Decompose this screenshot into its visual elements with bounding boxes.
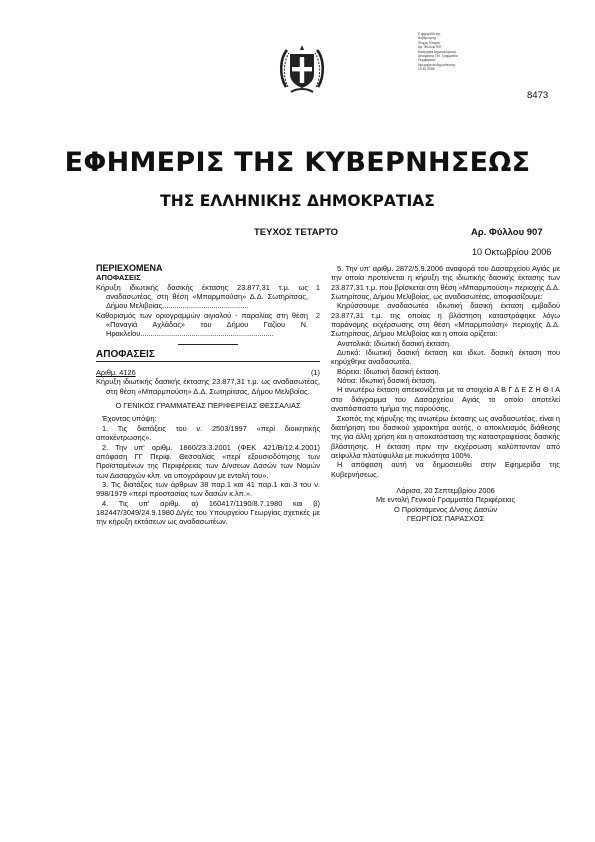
decision-authority: Ο ΓΕΝΙΚΟΣ ΓΡΑΜΜΑΤΕΑΣ ΠΕΡΙΦΕΡΕΙΑΣ ΘΕΣΣΑΛΙΑΣ xyxy=(115,401,301,411)
gazette-title: ΕΦΗΜΕΡΙΣ ΤΗΣ ΚΥΒΕΡΝΗΣΕΩΣ xyxy=(64,147,531,178)
paragraph: Η ανωτέρω έκταση απεικονίζεται με τα στοιχεία Α Β Γ Δ Ε Ζ Η Θ Ι Α στο διάγραμμα του Δασαρχείου Αγιάς το οποίο αποτελεί αναπόσπαστο τμήμα της παρούσης. xyxy=(331,385,560,414)
page-number: 8473 xyxy=(527,90,549,101)
sheet-number: Αρ. Φύλλου 907 xyxy=(471,227,543,238)
paragraph: 4. Τις υπ' αριθμ. α) 160417/1190/8.7.1980 και β) 182447/3049/24.9.1980 Δ/γές του Υπουργείου Γεωργίας σχετικές με την κήρυξη εκτάσεων ως αναδασωτέων. xyxy=(96,498,320,527)
boundary-east: Ανατολικά: Ιδιωτική δασική έκταση. xyxy=(337,338,452,348)
paragraph: Η απόφαση αυτή να δημοσιευθεί στην Εφημερίδα της Κυβερνήσεως. xyxy=(331,460,560,479)
decision-ref-number: Αριθμ. 4126 xyxy=(96,368,136,378)
signatory-name: ΓΕΩΡΓΙΟΣ ΠΑΡΑΣΧΟΣ xyxy=(406,513,485,523)
toc-item[interactable] xyxy=(96,283,320,311)
boundary-south: Νότια: Ιδιωτική δασική έκταση. xyxy=(337,376,437,386)
paragraph: 5. Την υπ' αριθμ. 2872/5.9.2006 αναφορά του Δασαρχείου Αγιάς με την οποία προτείνεται η κήρυξη της ιδιωτικής δασικής έκτασης των 23.877,31 τ.μ. που βρίσκεται στη θέση «Μπαρμπούση» περιοχής Δ.Δ. Σωτηρίτσας, Δήμου Μελιβοίας, ως αναδασωτέας, αποφασίζουμε: xyxy=(331,264,560,302)
boundary-north: Βόρεια: Ιδιωτική δασική έκταση. xyxy=(337,366,441,376)
gazette-subtitle: ΤΗΣ ΕΛΛΗΝΙΚΗΣ ΔΗΜΟΚΡΑΤΙΑΣ xyxy=(160,192,435,210)
paragraph: 3. Τις διατάξεις των άρθρων 38 παρ.1 και 41 παρ.1 και 3 του ν. 998/1979 «περί προστασίας των δασών κ.λπ.». xyxy=(96,479,320,499)
issue-label: ΤΕΥΧΟΣ ΤΕΤΑΡΤΟ xyxy=(254,227,338,238)
paragraph: 1. Τις διατάξεις του ν. 2503/1997 «περί διοικητικής αποκέντρωσης». xyxy=(96,423,320,443)
signature-line: Με εντολή Γενικού Γραμματέα Περιφέρειας xyxy=(375,495,516,505)
right-column xyxy=(331,264,560,523)
decision-reference xyxy=(96,368,320,377)
digital-signature-stamp: Ε φημερίδα της Κυβέρνησης Τεύχος Τέταρτο Αρ. Φύλλου 907 Κατηγορία Δημοσιεύματος Αποφάσεις Γεν. Γραμματέα Περιφέρειας Ημερομηνία Δημοσίευσης 10.10.2006 xyxy=(418,32,458,72)
toc-item-text: Κήρυξη ιδιωτικής δασικής έκτασης 23.877,31 τ.μ. ως αναδασωτέας, στη θέση «Μπαρμπούση» Δ.Δ. Σωτηρίτσας, Δήμου Μελιβοίας.......................................... xyxy=(96,282,308,311)
divider xyxy=(178,344,238,345)
paragraph: Κηρύσσουμε αναδασωτέα ιδιωτική δασική έκταση εμβαδού 23.877,31 τ.μ. της οποίας η βλάστηση καταστράφηκε λόγω παράνομης εκχέρσωσης στη θέση «Μπαρμπούση» περιοχής Δ.Δ. Σωτηρίτσας, Δήμου Μελιβοίας και η οποία ορίζεται: xyxy=(331,301,560,339)
place-date: Λάρισα, 20 Σεπτεμβρίου 2006 xyxy=(396,485,495,495)
boundary-west: Δυτικά: Ιδιωτική δασική έκταση και ιδιωτ. δασική έκταση που κηρύχθηκε αναδασωτέα. xyxy=(331,348,560,367)
signature-block xyxy=(331,486,560,523)
coat-of-arms-emblem xyxy=(279,38,325,98)
contents-heading: ΠΕΡΙΕΧΟΜΕΝΑ xyxy=(96,263,163,273)
issue-date: 10 Οκτωβρίου 2006 xyxy=(472,247,552,257)
left-column xyxy=(96,264,320,527)
having-in-mind: Έχοντας υπόψη: xyxy=(102,414,157,424)
divider xyxy=(96,361,320,362)
toc-item-text: Καθορισμός των οριογραμμών αιγιαλού - παραλίας στη θέση «Παναγιά Αχλάδας» του Δήμου Γαζίου Ν. Ηρακλείου................................................................. xyxy=(96,310,308,339)
paragraph: 2. Την υπ' αριθμ. 1860/23.3.2001 (ΦΕΚ 421/Β/12.4.2001) απόφαση ΓΓ Περιφ. Θεσσαλίας «περί εξουσιοδότησης των Προϊσταμένων της Περιφέρειας των Δ/νσεων Δασών των Νομών των Δασαρχών κλπ. να υπογράφουν με εντολή του». xyxy=(96,442,320,480)
decision-title: Κήρυξη ιδιωτικής δασικής έκτασης 23.877,31 τ.μ. ως αναδασωτέας, στη θέση «Μπαρμπούση» Δ.Δ. Σωτηρίτσας, Δήμου Μελιβοίας. xyxy=(96,377,320,396)
decision-ref-index: (1) xyxy=(310,368,320,378)
toc-item[interactable] xyxy=(96,311,320,339)
toc-item-page: 2 xyxy=(315,310,320,320)
paragraph: Σκοπός της κήρυξης της ανωτέρω έκτασης ως αναδασωτέας, είναι η διατήρηση του δασικού χαρακτήρα αυτής, ο αποκλεισμός διάθεσης της για άλλη χρήση και η αποκατάσταση της καταστραφείσας δασικής βλάστησης. Η έκταση πριν την εκχέρσωση καλύπτονταν από αείφυλλα πλατύφυλλα με πυκνότητα 100%. xyxy=(331,413,560,460)
signature-line: Ο Προϊστάμενος Δ/νσης Δασών xyxy=(393,504,498,514)
decisions-heading: ΑΠΟΦΑΣΕΙΣ xyxy=(96,348,155,360)
toc-item-page: 1 xyxy=(315,282,320,292)
contents-subheading: ΑΠΟΦΑΣΕΙΣ xyxy=(96,273,141,283)
